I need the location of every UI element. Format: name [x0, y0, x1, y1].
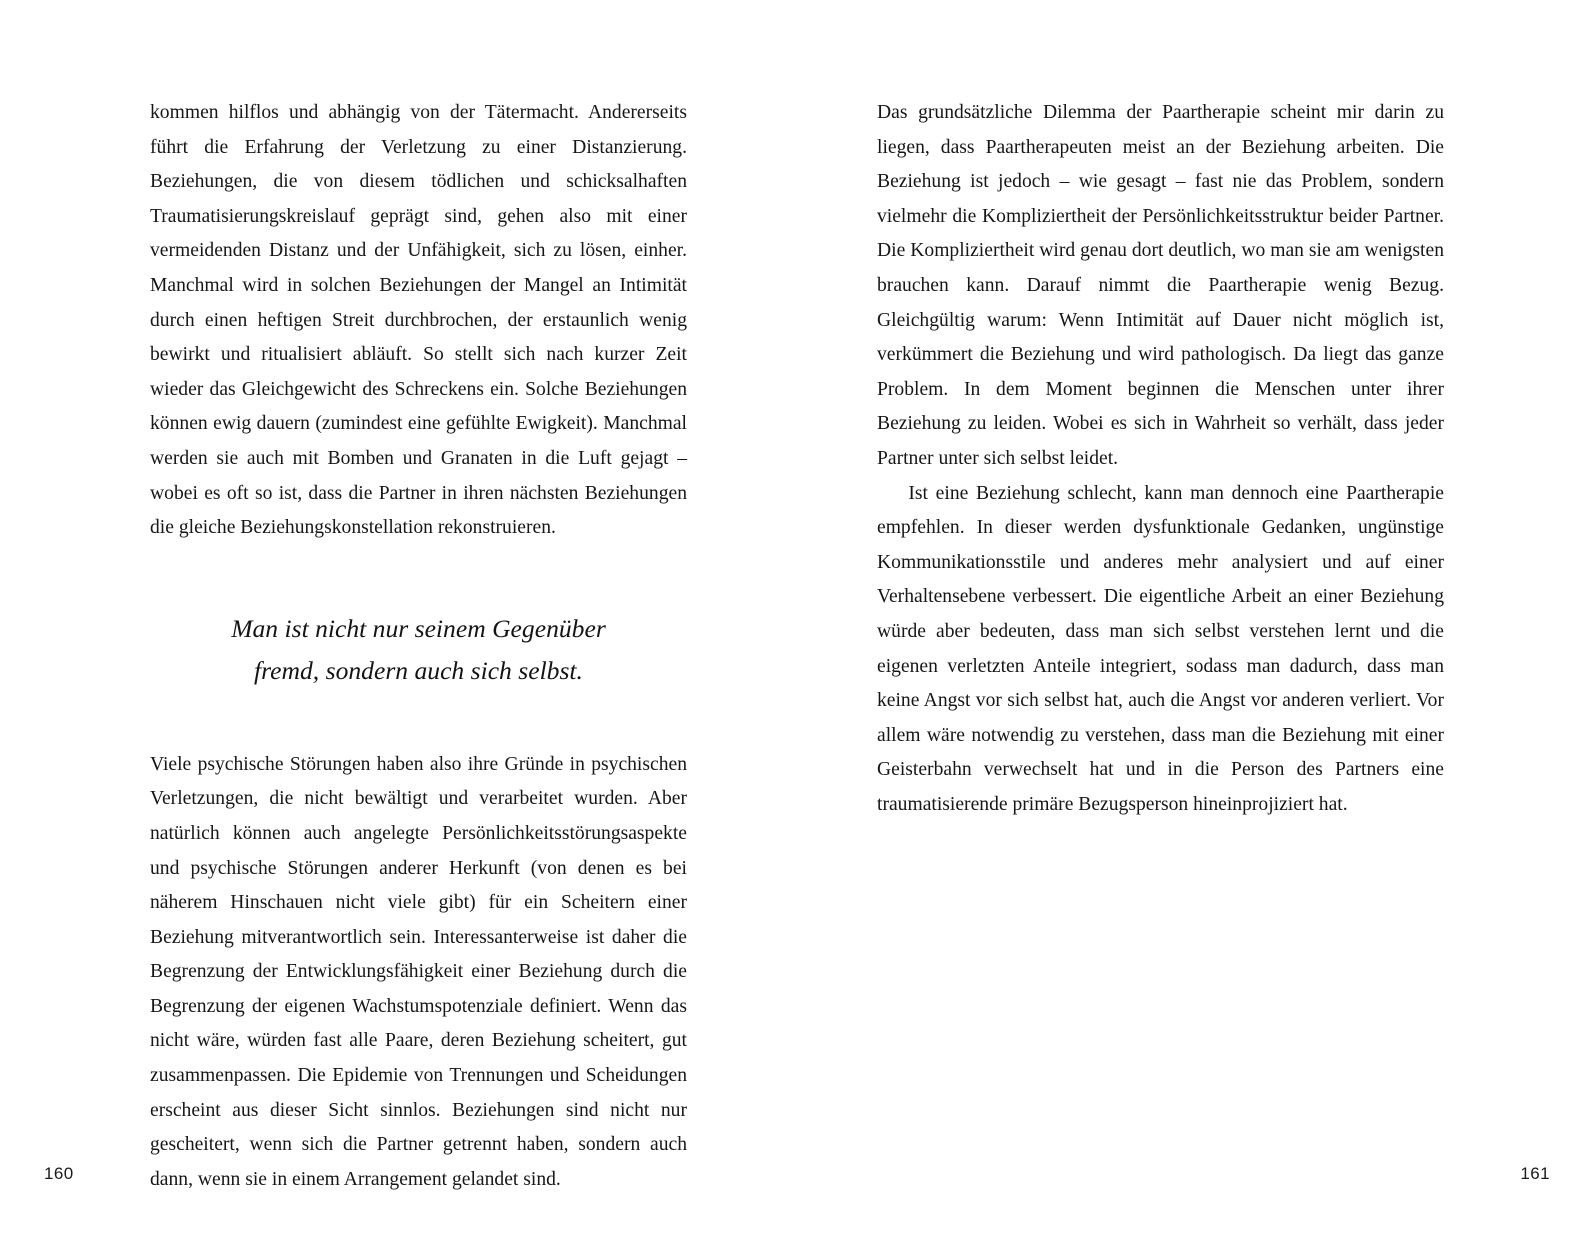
page-right	[797, 0, 1594, 1240]
paragraph: Ist eine Beziehung schlecht, kann man dennoch eine Paartherapie empfehlen. In dieser werden dysfunktionale Gedanken, ungünstige Kommunikationsstile und anderes mehr analysiert und auf einer Verhaltensebene verbessert. Die eigentliche Arbeit an einer Beziehung würde aber bedeuten, dass man sich selbst verstehen lernt und die eigenen verletzten Anteile integriert, sodass man dadurch, dass man keine Angst vor sich selbst hat, auch die Angst vor anderen verliert. Vor allem wäre notwendig zu verstehen, dass man die Beziehung mit einer Geisterbahn verwechselt hat und in die Person des Partners eine traumatisierende primäre Bezugsperson hineinprojiziert hat.	[877, 482, 1444, 815]
pullquote-line: fremd, sondern auch sich selbst.	[254, 655, 583, 685]
paragraph: Das grundsätzliche Dilemma der Paartherapie scheint mir darin zu liegen, dass Paartherapeuten meist an der Beziehung arbeiten. Die Beziehung ist jedoch – wie gesagt – fast nie das Problem, sondern vielmehr die Kompliziertheit der Persönlichkeitsstruktur beider Partner. Die Kompliziertheit wird genau dort deutlich, wo man sie am wenigsten brauchen kann. Darauf nimmt die Paartherapie wenig Bezug. Gleichgültig warum: Wenn Intimität auf Dauer nicht möglich ist, verkümmert die Beziehung und wird pathologisch. Da liegt das ganze Problem. In dem Moment beginnen die Menschen unter ihrer Beziehung zu leiden. Wobei es sich in Wahrheit so verhält, dass jeder Partner unter sich selbst leidet.	[877, 102, 1444, 469]
paragraph: kommen hilflos und abhängig von der Tätermacht. Andererseits führt die Erfahrung der Verletzung zu einer Distanzierung. Beziehungen, die von diesem tödlichen und schicksalhaften Traumatisierungskreislauf geprägt sind, gehen also mit einer vermeidenden Distanz und der Unfähigkeit, sich zu lösen, einher. Manchmal wird in solchen Beziehungen der Mangel an Intimität durch einen heftigen Streit durchbrochen, der erstaunlich wenig bewirkt und ritualisiert abläuft. So stellt sich nach kurzer Zeit wieder das Gleichgewicht des Schreckens ein. Solche Beziehungen können ewig dauern (zumindest eine gefühlte Ewigkeit). Manchmal werden sie auch mit Bomben und Granaten in die Luft gejagt – wobei es oft so ist, dass die Partner in ihren nächsten Beziehungen die gleiche Beziehungskonstellation rekonstruieren.	[150, 102, 687, 539]
page-number-left: 160	[44, 1164, 74, 1183]
page-number-right: 161	[1520, 1164, 1550, 1183]
pullquote	[150, 608, 687, 692]
text-column-right	[877, 96, 1444, 822]
paragraph: Viele psychische Störungen haben also ihre Gründe in psychischen Verletzungen, die nicht bewältigt und verarbeitet wurden. Aber natürlich können auch angelegte Persönlichkeitsstörungsaspekte und psychische Störungen anderer Herkunft (von denen es bei näherem Hinschauen nicht viele gibt) für ein Scheitern einer Beziehung mitverantwortlich sein. Interessanterweise ist daher die Begrenzung der Entwicklungsfähigkeit einer Beziehung durch die Begrenzung der eigenen Wachstumspotenziale definiert. Wenn das nicht wäre, würden fast alle Paare, deren Beziehung scheitert, gut zusammenpassen. Die Epidemie von Trennungen und Scheidungen erscheint aus dieser Sicht sinnlos. Beziehungen sind nicht nur gescheitert, wenn sich die Partner getrennt haben, sondern auch dann, wenn sie in einem Arrangement gelandet sind.	[150, 753, 687, 1190]
pullquote-line: Man ist nicht nur seinem Gegenüber	[231, 613, 606, 643]
text-column-left	[150, 96, 687, 1197]
